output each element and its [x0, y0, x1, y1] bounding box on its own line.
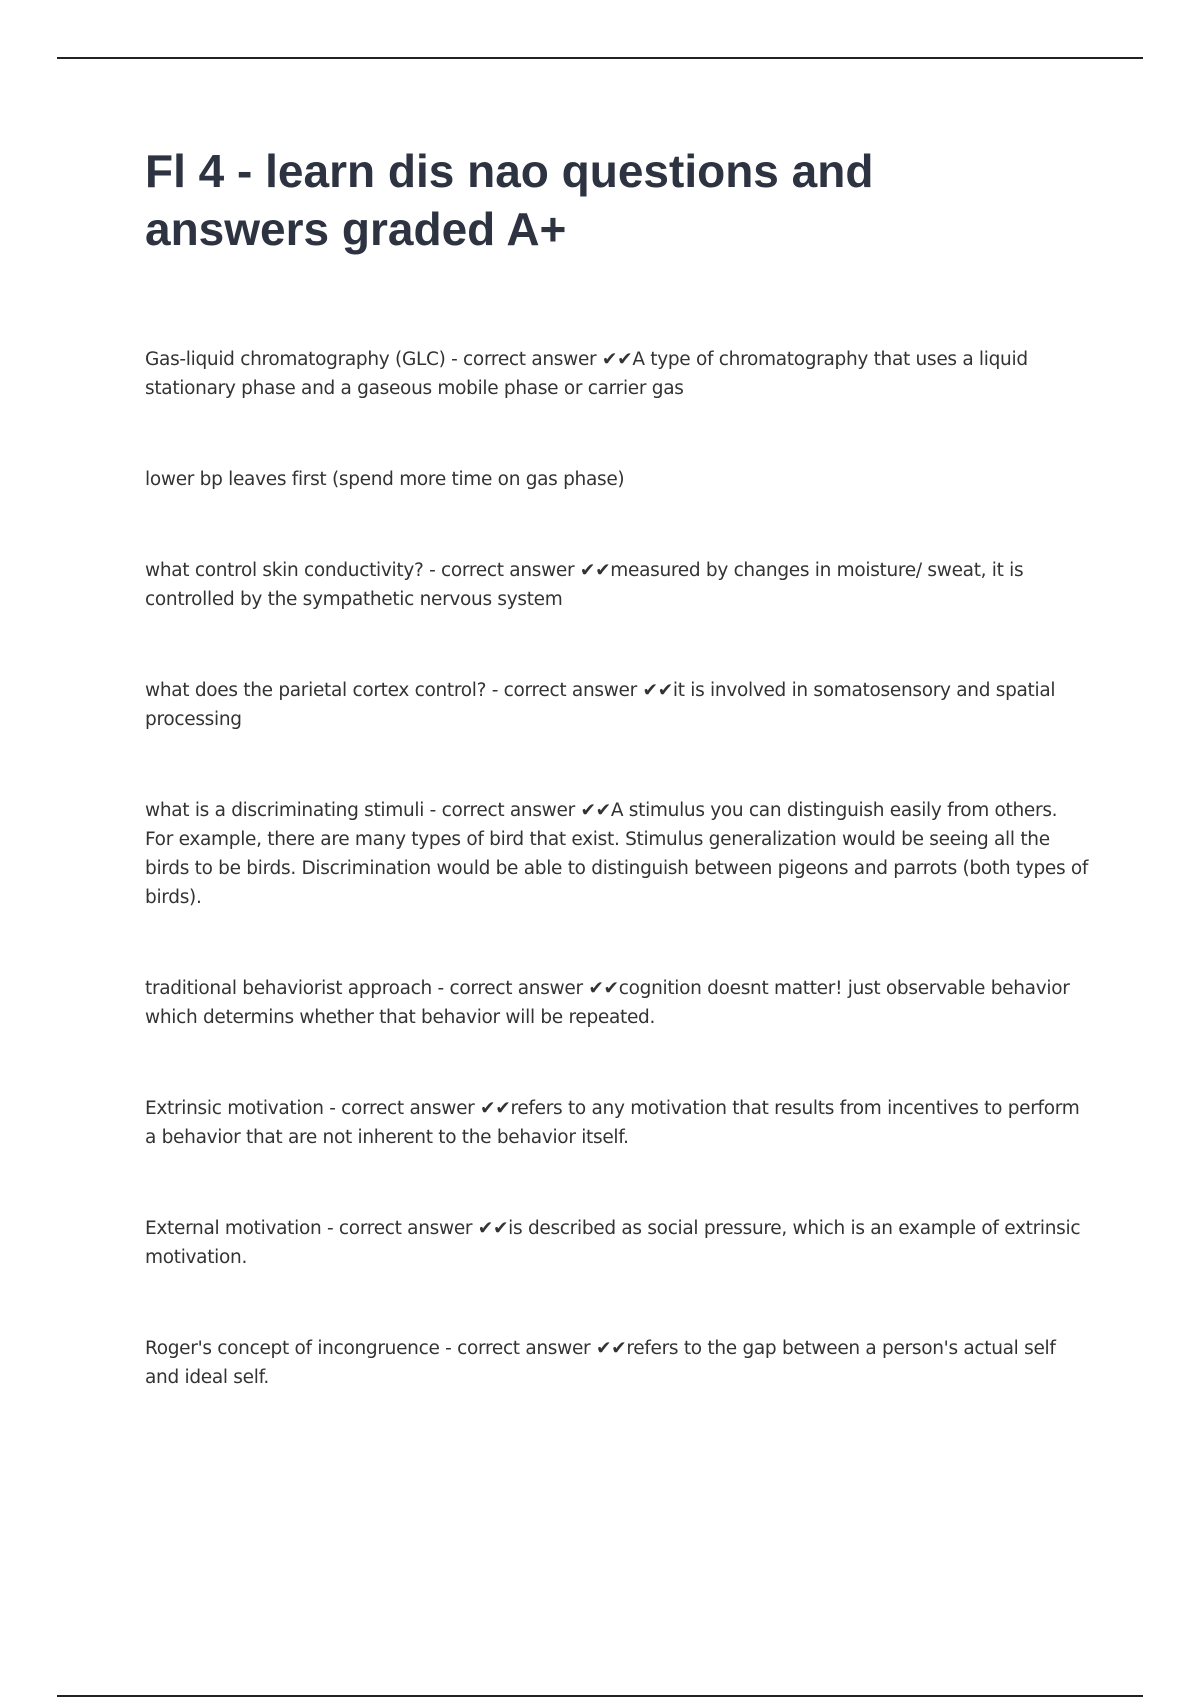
- header-rule: [57, 57, 1143, 59]
- qa-item-discriminating-stimuli: what is a discriminating stimuli - correct answer ✔✔A stimulus you can distinguish easily from others. For example, there are many types of bird that exist. Stimulus generalization would be seeing all the birds to be birds. Discrimination would be able to distinguish between pigeons and parrots (both types of birds).: [145, 800, 1089, 908]
- qa-item-extrinsic-motivation: Extrinsic motivation - correct answer ✔✔refers to any motivation that results from incentives to perform a behavior that are not inherent to the behavior itself.: [145, 1098, 1080, 1148]
- qa-item-behaviorist-approach: traditional behaviorist approach - correct answer ✔✔cognition doesnt matter! just observable behavior which determins whether that behavior will be repeated.: [145, 978, 1070, 1028]
- qa-item-glc: Gas-liquid chromatography (GLC) - correct answer ✔✔A type of chromatography that uses a liquid stationary phase and a gaseous mobile phase or carrier gas: [145, 349, 1028, 399]
- qa-item-lower-bp: lower bp leaves first (spend more time on gas phase): [145, 469, 625, 490]
- qa-list: [145, 345, 1090, 1454]
- qa-item-parietal-cortex: what does the parietal cortex control? - correct answer ✔✔it is involved in somatosensory and spatial processing: [145, 680, 1056, 730]
- qa-item-skin-conductivity: what control skin conductivity? - correct answer ✔✔measured by changes in moisture/ sweat, it is controlled by the sympathetic nervous system: [145, 560, 1024, 610]
- qa-item-external-motivation: External motivation - correct answer ✔✔is described as social pressure, which is an example of extrinsic motivation.: [145, 1218, 1081, 1268]
- qa-item-incongruence: Roger's concept of incongruence - correct answer ✔✔refers to the gap between a person's actual self and ideal self.: [145, 1338, 1056, 1388]
- document-title: Fl 4 - learn dis nao questions and answers graded A+: [145, 145, 874, 255]
- footer-rule: [57, 1695, 1143, 1697]
